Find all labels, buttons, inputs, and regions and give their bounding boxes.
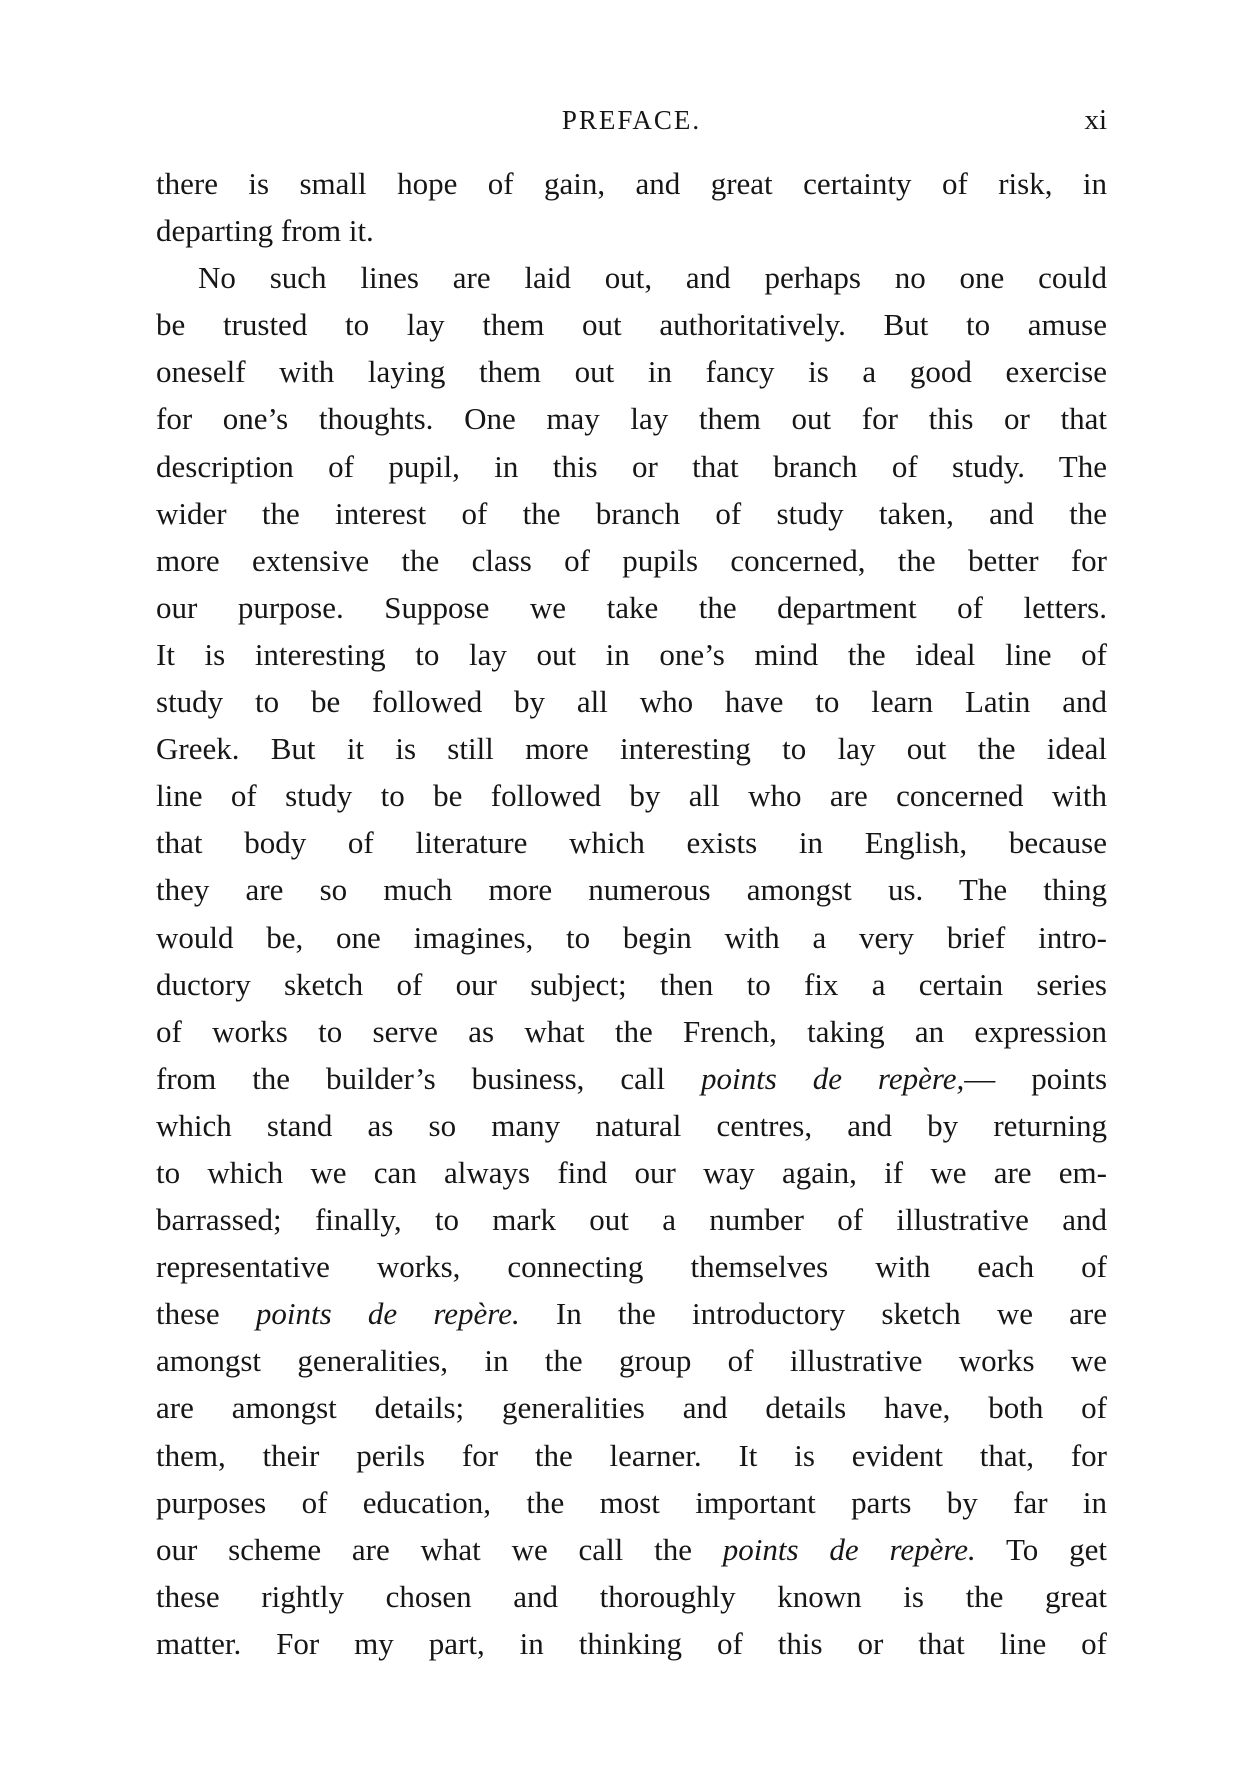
text-line	[156, 1290, 1107, 1337]
running-head: PREFACE.	[561, 105, 702, 135]
text-line: description of pupil, in this or that branch of study. The	[156, 448, 1107, 484]
text-line: there is small hope of gain, and great certainty of risk, in	[156, 166, 1107, 201]
text-line	[156, 1055, 1107, 1102]
text-line: for one’s thoughts. One may lay them out for this or that	[156, 401, 1107, 437]
italic-phrase: points de repère.	[722, 1531, 976, 1567]
text-line: matter. For my part, in thinking of this or that line of	[156, 1625, 1107, 1661]
text-line: they are so much more numerous amongst us. The thing	[156, 872, 1107, 908]
line-segment: — points	[964, 1060, 1108, 1096]
text-line: purposes of education, the most important parts by far in	[156, 1484, 1107, 1520]
text-line: of works to serve as what the French, taking an expression	[156, 1013, 1107, 1049]
line-segment: In the introductory sketch we are	[519, 1296, 1108, 1332]
line-segment: these	[156, 1296, 256, 1332]
text-line: that body of literature which exists in English, because	[156, 825, 1107, 861]
text-line	[156, 1526, 1107, 1573]
text-line: It is interesting to lay out in one’s mind the ideal line of	[156, 636, 1107, 672]
text-line: Greek. But it is still more interesting to lay out the ideal	[156, 731, 1107, 767]
line-segment: from the builder’s business, call	[156, 1060, 701, 1096]
italic-phrase: points de repère,	[701, 1060, 965, 1096]
text-line: them, their perils for the learner. It is evident that, for	[156, 1437, 1107, 1473]
text-line: to which we can always find our way again, if we are em-	[156, 1154, 1107, 1190]
text-line: these rightly chosen and thoroughly known is the great	[156, 1578, 1107, 1614]
text-line: which stand as so many natural centres, and by returning	[156, 1107, 1107, 1143]
text-line: line of study to be followed by all who are concerned with	[156, 778, 1107, 814]
page-number: xi	[1084, 104, 1107, 136]
line-segment: To get	[975, 1531, 1107, 1567]
text-line: oneself with laying them out in fancy is a good exercise	[156, 354, 1107, 390]
text-line: wider the interest of the branch of study taken, and the	[156, 495, 1107, 531]
page-header	[156, 100, 1107, 140]
text-line: are amongst details; generalities and details have, both of	[156, 1390, 1107, 1426]
italic-phrase: points de repère.	[255, 1296, 520, 1332]
body-text	[156, 160, 1107, 1667]
text-line: departing from it.	[156, 213, 374, 249]
text-line: would be, one imagines, to begin with a very brief intro-	[156, 919, 1107, 955]
text-line: ductory sketch of our subject; then to fix a certain series	[156, 966, 1107, 1002]
text-line: be trusted to lay them out authoritatively. But to amuse	[156, 307, 1107, 343]
line-segment: our scheme are what we call the	[156, 1531, 723, 1567]
text-line: more extensive the class of pupils concerned, the better for	[156, 542, 1107, 578]
text-line: our purpose. Suppose we take the department of letters.	[156, 589, 1107, 625]
text-line: amongst generalities, in the group of illustrative works we	[156, 1343, 1107, 1379]
text-line: No such lines are laid out, and perhaps no one could	[198, 260, 1107, 296]
text-line: study to be followed by all who have to learn Latin and	[156, 684, 1107, 720]
text-line: representative works, connecting themselves with each of	[156, 1249, 1107, 1285]
text-line: barrassed; finally, to mark out a number of illustrative and	[156, 1202, 1107, 1238]
